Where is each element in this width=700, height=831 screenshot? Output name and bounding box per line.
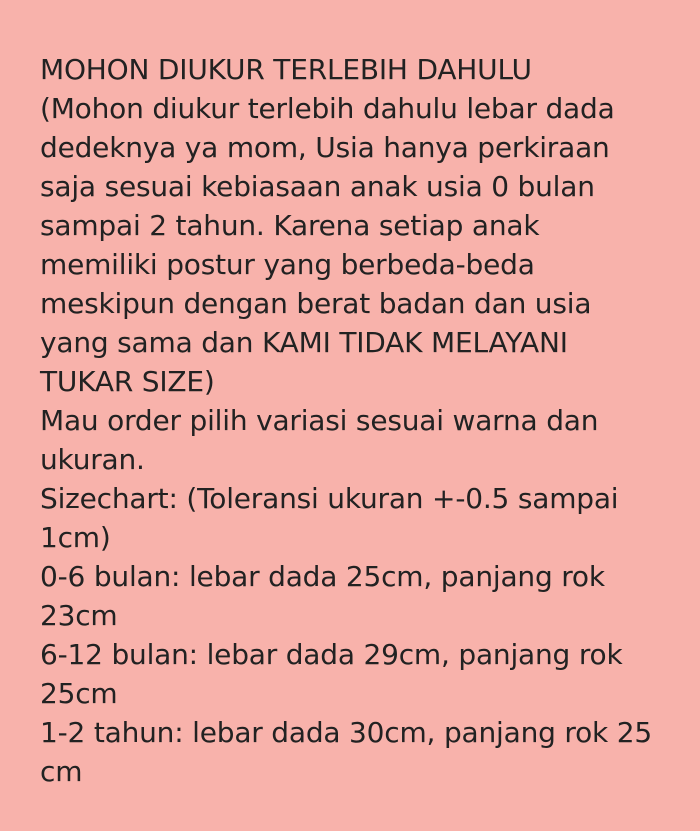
sizechart-line: 1cm) [40, 521, 111, 554]
text-line: meskipun dengan berat badan dan usia [40, 287, 592, 320]
size-row-line: cm [40, 755, 83, 788]
text-line: dedeknya ya mom, Usia hanya perkiraan [40, 131, 610, 164]
sizechart-line: Sizechart: (Toleransi ukuran +-0.5 sampai [40, 482, 619, 515]
text-line: saja sesuai kebiasaan anak usia 0 bulan [40, 170, 595, 203]
text-line: TUKAR SIZE) [40, 365, 215, 398]
text-line: ukuran. [40, 443, 145, 476]
heading-line: MOHON DIUKUR TERLEBIH DAHULU [40, 53, 532, 86]
size-row-line: 25cm [40, 677, 118, 710]
size-row-line: 6-12 bulan: lebar dada 29cm, panjang rok [40, 638, 623, 671]
size-row-line: 0-6 bulan: lebar dada 25cm, panjang rok [40, 560, 605, 593]
size-row-line: 23cm [40, 599, 118, 632]
text-line: (Mohon diukur terlebih dahulu lebar dada [40, 92, 615, 125]
text-line: Mau order pilih variasi sesuai warna dan [40, 404, 599, 437]
size-row-line: 1-2 tahun: lebar dada 30cm, panjang rok 25 [40, 716, 652, 749]
text-line: yang sama dan KAMI TIDAK MELAYANI [40, 326, 568, 359]
notice-text-block [40, 50, 676, 791]
text-line: sampai 2 tahun. Karena setiap anak [40, 209, 540, 242]
text-line: memiliki postur yang berbeda-beda [40, 248, 535, 281]
